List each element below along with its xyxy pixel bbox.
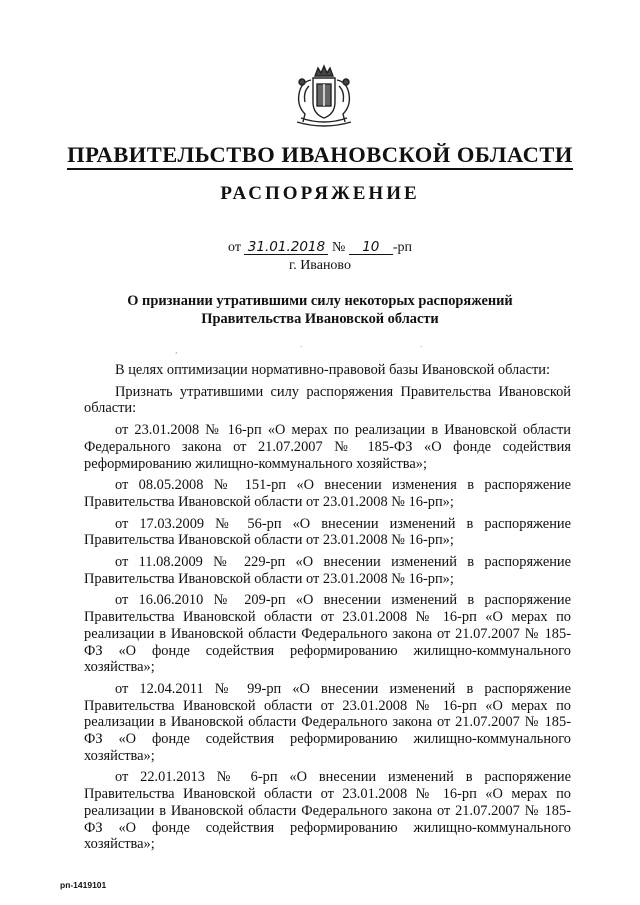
document-subject [60,292,580,328]
date-number-line [0,240,640,256]
document-code: рп-1419101 [60,880,107,890]
document-body [84,362,571,853]
body-paragraph: от 12.04.2011 № 99-рп «О внесении изменений в распоряжение Правительства Ивановской области от 23.01.2008 № 16-рп «О мерах по реализации в Ивановской области Федерального закона от 21.07.2007 № 185-ФЗ «О фонде содействия реформированию жилищно-коммунального хозяйства»; [84,680,571,764]
body-paragraph: от 22.01.2013 № 6-рп «О внесении изменений в распоряжение Правительства Ивановской области от 23.01.2008 № 16-рп «О мерах по реализации в Ивановской области Федерального закона от 21.07.2007 № 185-ФЗ «О фонде содействия реформированию жилищно-коммунального хозяйства»; [84,769,571,853]
body-paragraph: Признать утратившими силу распоряжения Правительства Ивановской области: [84,383,571,417]
handwritten-date: 31.01.2018 [244,240,328,255]
document-type-heading: РАСПОРЯЖЕНИЕ [220,183,420,204]
scan-speck: . [420,340,423,349]
body-paragraph: от 16.06.2010 № 209-рп «О внесении изменений в распоряжение Правительства Ивановской области от 23.01.2008 № 16-рп «О мерах по реализации в Ивановской области Федерального закона от 21.07.2007 № 185-ФЗ «О фонде содействия реформированию жилищно-коммунального хозяйства»; [84,592,571,676]
body-paragraph: от 23.01.2008 № 16-рп «О мерах по реализации в Ивановской области Федерального закона от 21.07.2007 № 185-ФЗ «О фонде содействия реформированию жилищно-коммунального хозяйства»; [84,422,571,472]
date-prefix: от [228,240,241,255]
body-paragraph: от 08.05.2008 № 151-рп «О внесении изменения в распоряжение Правительства Ивановской области от 23.01.2008 № 16-рп»; [84,477,571,510]
number-prefix: № [331,240,346,255]
subject-line-2: Правительства Ивановской области [201,311,439,327]
coat-of-arms-emblem-icon [287,62,361,130]
scan-speck: . [300,340,303,349]
body-paragraph: от 17.03.2009 № 56-рп «О внесении изменений в распоряжение Правительства Ивановской области от 23.01.2008 № 16-рп»; [84,515,571,549]
body-paragraph: от 11.08.2009 № 229-рп «О внесении изменений в распоряжение Правительства Ивановской области от 23.01.2008 № 16-рп»; [84,554,571,587]
city-line: г. Иваново [289,258,351,273]
body-paragraph: В целях оптимизации нормативно-правовой базы Ивановской области: [115,362,550,378]
scan-speck: , [175,346,178,355]
handwritten-number: 10 [349,240,393,255]
number-suffix: -рп [392,240,412,255]
subject-line-1: О признании утратившими силу некоторых распоряжений [127,293,513,309]
organization-title: ПРАВИТЕЛЬСТВО ИВАНОВСКОЙ ОБЛАСТИ [0,142,640,168]
